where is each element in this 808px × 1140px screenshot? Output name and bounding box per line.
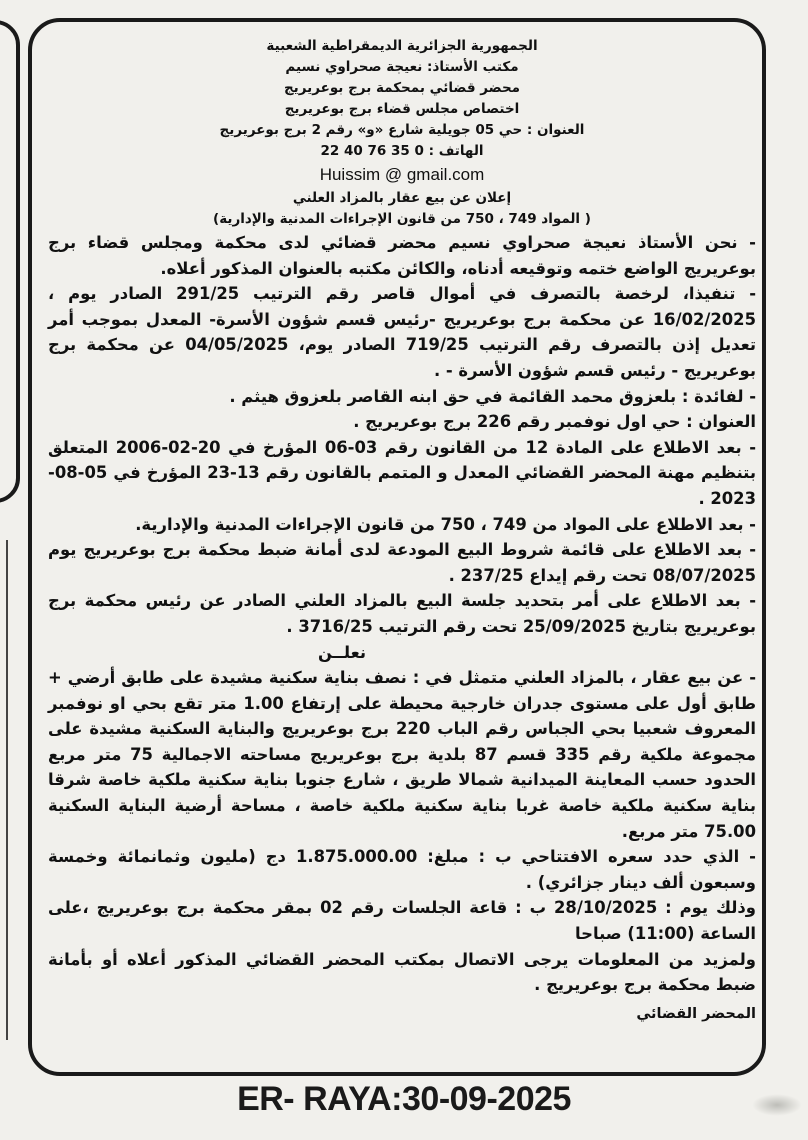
paragraph-property: - عن بيع عقار ، بالمزاد العلني متمثل في : نصف بناية سكنية مشيدة على طابق أرضي + طابق أول على مستوى جدران خارجية محيطة على إرتفاع 1.00 متر تقع بحي او نوفمبر المعروف شعبيا بحي الجباس رقم الباب 220 برج بوعريريج والبناية السكنية مشيدة على مجموعة ملكية رقم 335 قسم 87 بلدية برج بوعريريج مساحته الاجمالية 75 متر مربع الحدود حسب المعاينة الميدانية شمالا طريق ، شارع جنوبا بناية سكنية ملكية خاصة شرقا بناية سكنية ملكية خاصة غربا بناية سكنية ملكية خاصة ، مساحة أرضية البناية السكنية 75.00 متر مربع. bbox=[48, 668, 757, 841]
notice-header bbox=[48, 36, 756, 230]
paragraph-contact: ولمزيد من المعلومات يرجى الاتصال بمكتب المحضر القضائي المذكور أعلاه أو بأمانة ضبط محكمة برج بوعريريج . bbox=[48, 949, 756, 995]
print-smudge bbox=[752, 1094, 802, 1116]
paragraph-price: - الذي حدد سعره الافتتاحي ب : مبلغ: 1.875.000.00 دج (مليون وثمانمائة وخمسة وسبعون ألف دينار جزائري) . bbox=[48, 847, 756, 892]
office-line: مكتب الأستاذ: نعيجة صحراوي نسيم bbox=[285, 59, 519, 75]
bailiff-line: محضر قضائي بمحكمة برج بوعريريج bbox=[283, 80, 521, 96]
email-line: Huissim @ gmail.com bbox=[319, 165, 485, 184]
notice-content bbox=[48, 36, 756, 1026]
notice-body bbox=[48, 230, 756, 998]
adjacent-column-edge bbox=[0, 540, 8, 1040]
paragraph-conditions: - بعد الاطلاع على قائمة شروط البيع المودعة لدى أمانة ضبط محكمة برج بوعريريج يوم 08/07/2025 تحت رقم إيداع 237/25 . bbox=[48, 540, 756, 585]
articles-line: ( المواد 749 ، 750 من قانون الإجراءات المدنية والإدارية) bbox=[213, 211, 591, 227]
paragraph-law-12: - بعد الاطلاع على المادة 12 من القانون رقم 03-06 المؤرخ في 20-02-2006 المتعلق بتنظيم مهنة المحضر القضائي المعدل و المتمم بالقانون رقم 13-23 المؤرخ في 05-08-2023 . bbox=[48, 437, 757, 508]
newspaper-footer: ER- RAYA:30-09-2025 bbox=[237, 1080, 571, 1118]
paragraph-order: - بعد الاطلاع على أمر بتحديد جلسة البيع بالمزاد العلني الصادر عن رئيس محكمة برج بوعريريج بتاريخ 25/09/2025 تحت رقم الترتيب 3716/25 . bbox=[48, 591, 756, 636]
paragraph-beneficiary-address: العنوان : حي اول نوفمبر رقم 226 برج بوعريريج . bbox=[353, 412, 756, 432]
paragraph-beneficiary: - لفائدة : بلعزوق محمد القائمة في حق ابنه القاصر بلعزوق هيثم . bbox=[229, 386, 756, 406]
signature: المحضر القضائي bbox=[636, 1005, 756, 1022]
jurisdiction-line: اختصاص مجلس قضاء برج بوعريريج bbox=[284, 101, 520, 117]
paragraph-articles: - بعد الاطلاع على المواد من 749 ، 750 من قانون الإجراءات المدنية والإدارية. bbox=[135, 514, 756, 534]
phone-line: الهاتف : 0 35 76 40 22 bbox=[320, 143, 484, 159]
paragraph-session: وذلك يوم : 28/10/2025 ب : قاعة الجلسات رقم 02 بمقر محكمة برج بوعريريج ،على الساعة (11:00) صباحا bbox=[48, 898, 756, 944]
address-line: العنوان : حي 05 جويلية شارع «و» رقم 2 برج بوعريريج bbox=[219, 122, 585, 138]
adjacent-column-frame bbox=[0, 20, 20, 503]
paragraph-intro: - نحن الأستاذ نعيجة صحراوي نسيم محضر قضائي لدى محكمة ومجلس قضاء برج بوعريريج الواضع ختمه وتوقيعه أدناه، والكائن مكتبه بالعنوان المذكور أعلاه. bbox=[48, 233, 756, 278]
notice-title: إعلان عن بيع عقار بالمزاد العلني bbox=[292, 190, 512, 206]
republic-heading: الجمهورية الجزائرية الديمقراطية الشعبية bbox=[266, 38, 538, 54]
paragraph-execution: - تنفيذا، لرخصة بالتصرف في أموال قاصر رقم الترتيب 291/25 الصادر يوم ، 16/02/2025 عن محكمة برج بوعريريج -رئيس قسم شؤون الأسرة- المعدل بموجب أمر تعديل إذن بالتصرف رقم الترتيب 719/25 الصادر يوم، 04/05/2025 عن محكمة برج بوعريريج - رئيس قسم شؤون الأسرة - . bbox=[48, 284, 756, 380]
announce-heading: نعلــن bbox=[317, 642, 367, 662]
